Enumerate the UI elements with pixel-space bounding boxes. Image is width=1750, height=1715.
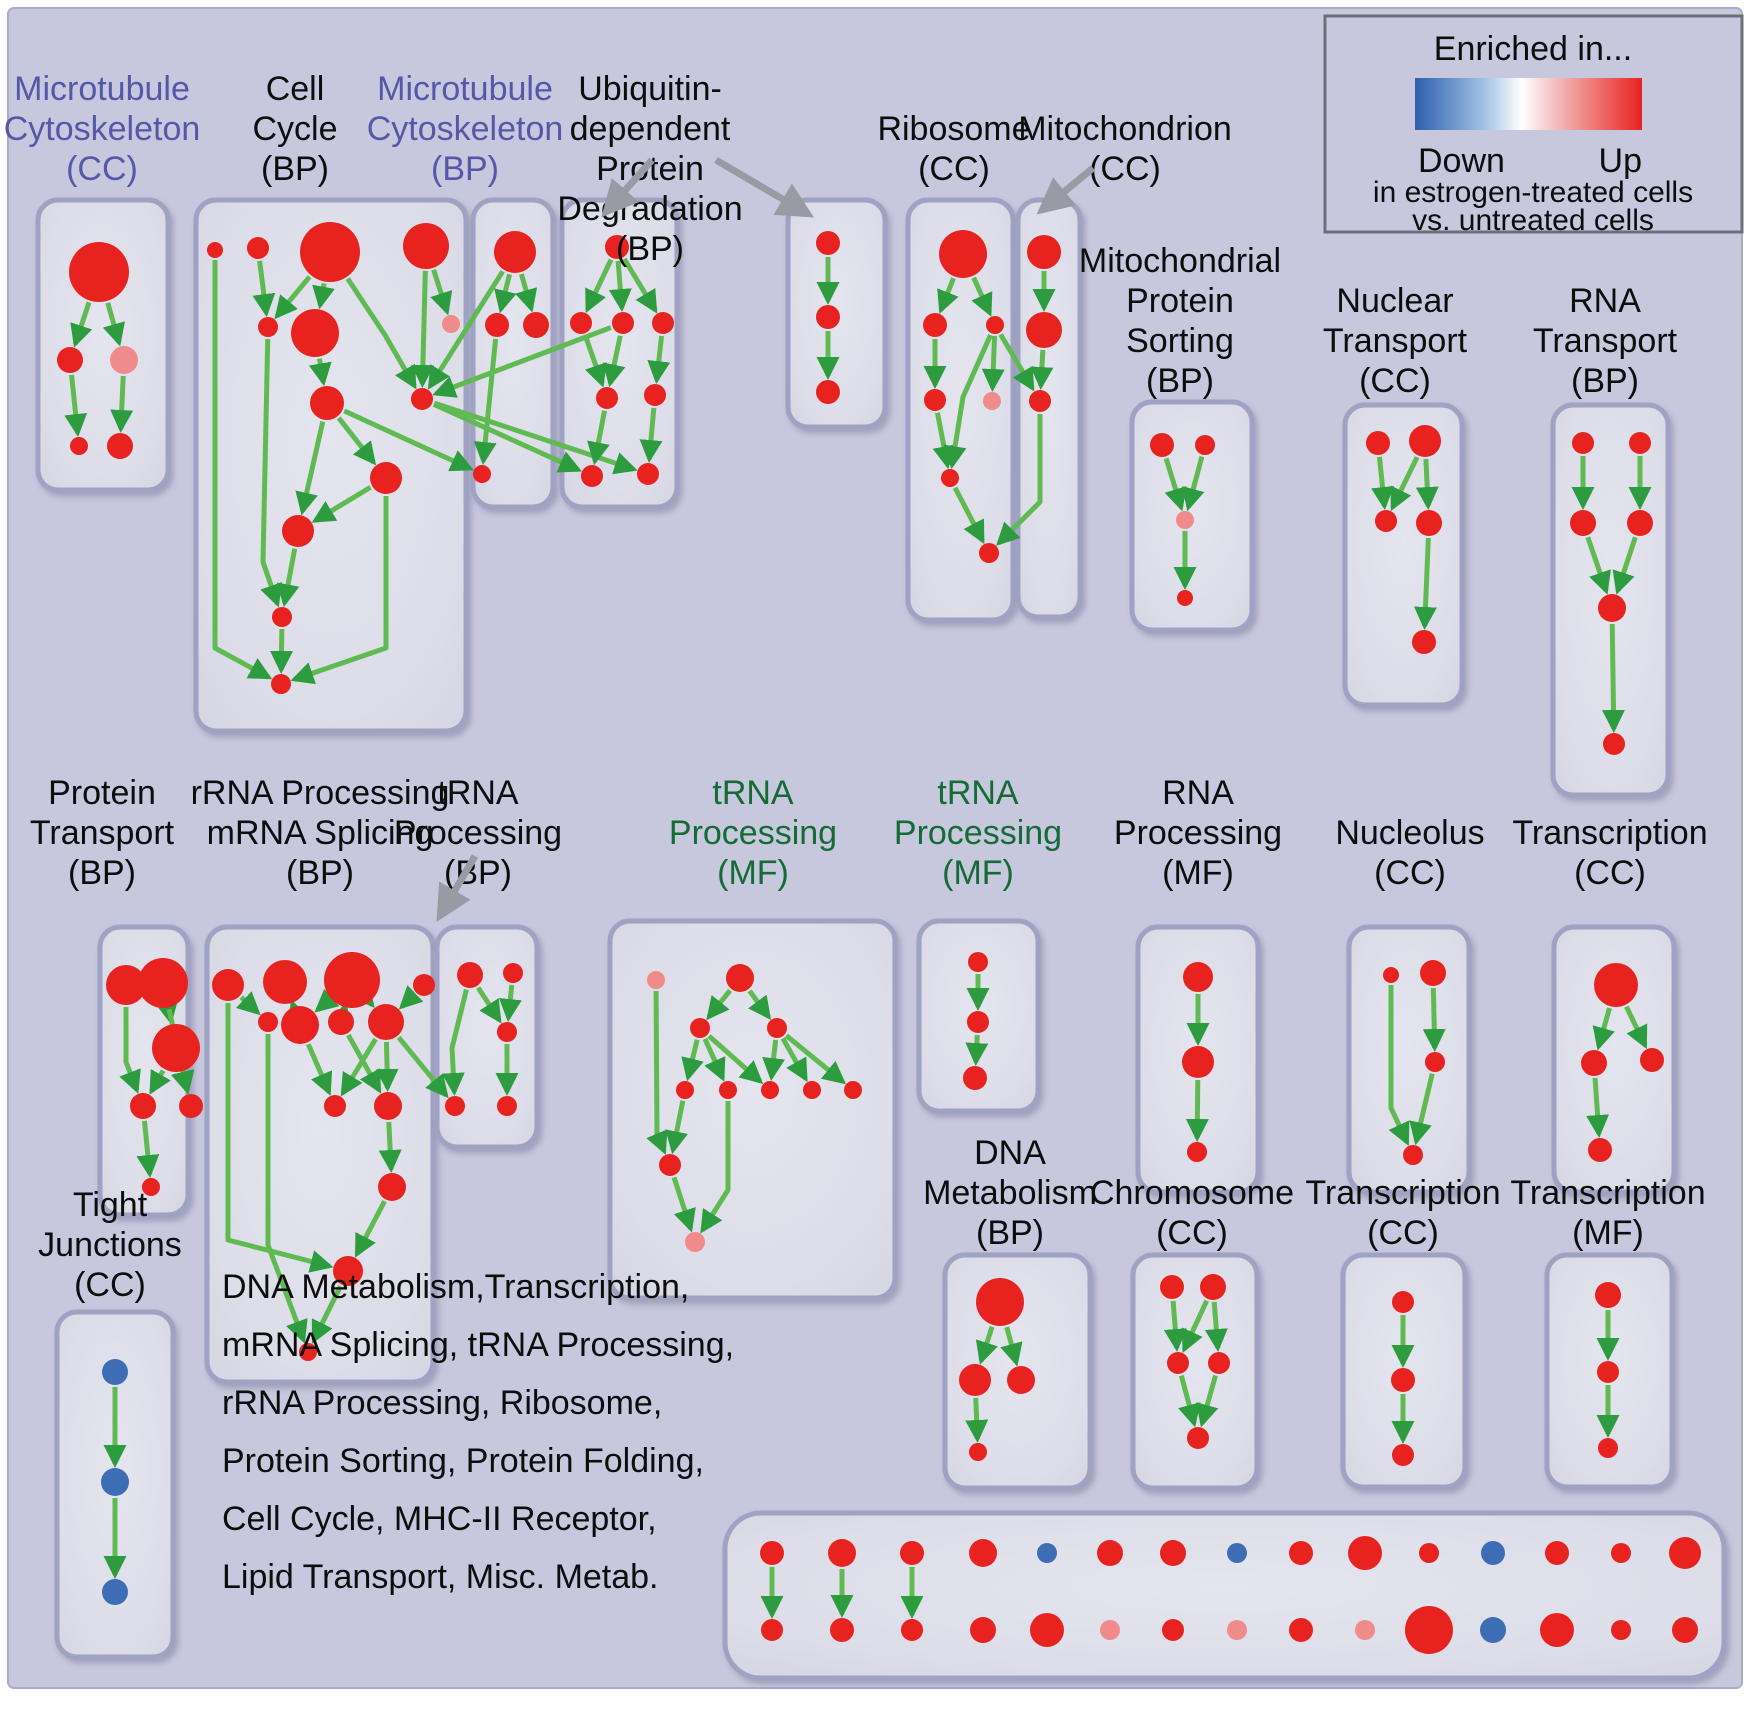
go-hierarchy-edge xyxy=(1612,624,1614,729)
go-term-node-up xyxy=(1405,1606,1453,1654)
go-term-node-up xyxy=(581,465,603,487)
category-label: Chromosome (CC) xyxy=(1089,1174,1295,1252)
go-hierarchy-edge xyxy=(121,376,123,429)
go-term-node-up xyxy=(969,1443,987,1461)
go-term-node-up xyxy=(967,1011,989,1033)
go-term-node-up xyxy=(281,1006,319,1044)
go-term-node-up xyxy=(1598,594,1626,622)
category-label: Ubiquitin-dependent Protein Degradation (BP) xyxy=(557,70,743,268)
go-term-node-up xyxy=(1162,1619,1184,1641)
go-term-node-up xyxy=(1570,510,1596,536)
category-label: Microtubule Cytoskeleton (CC) xyxy=(3,70,201,188)
legend-up-label: Up xyxy=(1598,142,1642,180)
category-box-chromosome-cc xyxy=(1133,1255,1257,1488)
go-hierarchy-edge xyxy=(386,1042,387,1088)
note-line-4: Protein Sorting, Protein Folding, xyxy=(222,1442,704,1480)
go-term-node-up xyxy=(291,309,339,357)
go-hierarchy-edge xyxy=(1197,1080,1198,1138)
go-term-node-up xyxy=(1425,1052,1445,1072)
go-term-node-down xyxy=(1037,1543,1057,1563)
go-hierarchy-edge xyxy=(1433,988,1434,1048)
go-term-node-slightly-up xyxy=(983,392,1001,410)
go-term-node-up xyxy=(690,1018,710,1038)
category-label: Tight Junctions (CC) xyxy=(38,1186,182,1304)
go-term-node-up xyxy=(1348,1536,1382,1570)
go-term-node-up xyxy=(258,317,278,337)
go-term-node-up xyxy=(1627,510,1653,536)
go-term-node-up xyxy=(370,462,402,494)
legend-subtitle-2: vs. untreated cells xyxy=(1412,204,1654,237)
go-term-node-up xyxy=(1289,1541,1313,1565)
go-hierarchy-edge xyxy=(508,985,511,1018)
go-term-node-up xyxy=(1391,1368,1415,1392)
go-term-node-up xyxy=(676,1081,694,1099)
go-term-node-up xyxy=(900,1541,924,1565)
go-term-node-up xyxy=(212,969,244,1001)
go-term-node-up xyxy=(816,380,840,404)
go-term-node-up xyxy=(1603,733,1625,755)
category-label: Ribosome (CC) xyxy=(877,110,1031,188)
go-term-node-up xyxy=(130,1093,156,1119)
go-hierarchy-edge xyxy=(1426,459,1428,506)
go-term-node-up xyxy=(1007,1366,1035,1394)
go-term-node-up xyxy=(1289,1618,1313,1642)
legend-gradient-bar xyxy=(1415,78,1642,130)
go-term-node-up xyxy=(963,1066,987,1090)
go-term-node-up xyxy=(828,1539,856,1567)
go-term-node-up xyxy=(1595,1282,1621,1308)
go-term-node-up xyxy=(300,222,360,282)
go-term-node-up xyxy=(1167,1352,1189,1374)
go-term-node-up xyxy=(445,1096,465,1116)
go-term-node-up xyxy=(310,386,344,420)
category-label: tRNA Processing (BP) xyxy=(393,774,563,892)
go-term-node-up xyxy=(1629,432,1651,454)
go-term-node-up xyxy=(282,515,314,547)
go-term-node-up xyxy=(1097,1540,1123,1566)
go-term-node-up xyxy=(924,389,946,411)
go-term-node-up xyxy=(1412,630,1436,654)
note-line-6: Lipid Transport, Misc. Metab. xyxy=(222,1558,659,1596)
go-term-node-up xyxy=(570,312,592,334)
go-term-node-up xyxy=(411,388,433,410)
go-term-node-up xyxy=(503,963,523,983)
go-term-node-up xyxy=(1187,1142,1207,1162)
go-term-node-up xyxy=(1597,1361,1619,1383)
go-term-node-up xyxy=(485,313,509,337)
color-legend xyxy=(1325,16,1742,237)
go-term-node-up xyxy=(207,242,223,258)
go-term-node-up xyxy=(1187,1427,1209,1449)
category-label: Nuclear Transport (CC) xyxy=(1322,282,1468,400)
go-term-node-slightly-up xyxy=(1176,511,1194,529)
go-term-node-up xyxy=(1366,431,1390,455)
go-term-node-up xyxy=(1383,967,1399,983)
go-term-node-up xyxy=(494,231,536,273)
go-term-node-up xyxy=(271,674,291,694)
go-term-node-down xyxy=(101,1468,129,1496)
category-label: Transcription (MF) xyxy=(1510,1174,1706,1252)
go-term-node-up xyxy=(761,1081,779,1099)
go-term-node-up xyxy=(1669,1537,1701,1569)
go-hierarchy-edge xyxy=(993,336,995,388)
category-label: Transcription (CC) xyxy=(1305,1174,1501,1252)
go-hierarchy-edge xyxy=(976,1398,978,1439)
go-term-node-up xyxy=(637,463,659,485)
go-term-node-up xyxy=(1403,1145,1423,1165)
go-term-node-up xyxy=(1640,1048,1664,1072)
go-term-node-up xyxy=(1183,962,1213,992)
go-term-node-up xyxy=(1392,1291,1414,1313)
category-label: Cell Cycle (BP) xyxy=(252,70,338,188)
go-term-node-up xyxy=(901,1619,923,1641)
go-term-node-up xyxy=(596,387,618,409)
go-term-node-up xyxy=(138,958,188,1008)
category-label: tRNA Processing (MF) xyxy=(668,774,838,892)
go-term-node-up xyxy=(970,1617,996,1643)
go-hierarchy-edge xyxy=(1041,350,1043,386)
go-term-node-up xyxy=(816,305,840,329)
go-term-node-up xyxy=(403,223,449,269)
legend-down-label: Down xyxy=(1418,142,1505,180)
go-term-node-up xyxy=(1200,1274,1226,1300)
go-term-node-up xyxy=(57,347,83,373)
go-term-node-up xyxy=(1409,425,1441,457)
go-term-node-up xyxy=(473,465,491,483)
category-label: RNA Transport (BP) xyxy=(1532,282,1678,400)
go-term-node-up xyxy=(1182,1046,1214,1078)
go-term-node-up xyxy=(1195,435,1215,455)
go-term-node-slightly-up xyxy=(647,971,665,989)
go-term-node-up xyxy=(1160,1540,1186,1566)
go-term-node-up xyxy=(1572,432,1594,454)
go-term-node-up xyxy=(1540,1613,1574,1647)
go-term-node-down xyxy=(102,1359,128,1385)
go-term-node-up xyxy=(523,312,549,338)
go-term-node-up xyxy=(258,1012,278,1032)
go-term-node-up xyxy=(1598,1438,1618,1458)
go-term-node-up xyxy=(1030,1613,1064,1647)
category-label: rRNA Processing mRNA Splicing (BP) xyxy=(190,774,450,892)
go-term-node-up xyxy=(644,384,666,406)
go-term-node-up xyxy=(1581,1050,1607,1076)
go-term-node-up xyxy=(760,1541,784,1565)
go-term-node-slightly-up xyxy=(442,315,460,333)
category-label: Microtubule Cytoskeleton (BP) xyxy=(366,70,564,188)
go-term-node-slightly-up xyxy=(1355,1620,1375,1640)
category-label: DNA Metabolism (BP) xyxy=(923,1134,1097,1252)
category-label: Mitochondrion (CC) xyxy=(1018,110,1232,188)
go-term-node-up xyxy=(726,964,754,992)
go-term-node-up xyxy=(1611,1543,1631,1563)
go-term-node-up xyxy=(803,1081,821,1099)
category-box-nuclear-transport-cc xyxy=(1345,405,1462,705)
go-term-node-up xyxy=(1392,1444,1414,1466)
note-line-1: DNA Metabolism,Transcription, xyxy=(222,1268,690,1306)
go-term-node-up xyxy=(1416,510,1442,536)
note-line-3: rRNA Processing, Ribosome, xyxy=(222,1384,663,1422)
go-term-node-slightly-up xyxy=(1227,1620,1247,1640)
go-term-node-down xyxy=(1480,1617,1506,1643)
go-hierarchy-edge xyxy=(422,271,425,384)
go-term-node-up xyxy=(986,316,1004,334)
go-term-node-up xyxy=(761,1619,783,1641)
category-label: RNA Processing (MF) xyxy=(1113,774,1283,892)
note-line-5: Cell Cycle, MHC-II Receptor, xyxy=(222,1500,657,1538)
go-hierarchy-edge xyxy=(976,1035,977,1062)
go-term-node-up xyxy=(70,437,88,455)
category-box-mixed-categories xyxy=(725,1513,1724,1678)
go-term-node-up xyxy=(368,1004,404,1040)
go-term-node-up xyxy=(497,1096,517,1116)
go-term-node-up xyxy=(939,230,987,278)
go-term-node-slightly-up xyxy=(1100,1620,1120,1640)
go-term-node-up xyxy=(1375,510,1397,532)
go-term-node-up xyxy=(1545,1541,1569,1565)
go-term-node-up xyxy=(247,237,269,259)
go-term-node-up xyxy=(457,962,483,988)
go-term-node-up xyxy=(1588,1138,1612,1162)
go-term-node-up xyxy=(1027,235,1061,269)
go-term-node-up xyxy=(1611,1620,1631,1640)
go-term-node-down xyxy=(102,1579,128,1605)
go-term-node-up xyxy=(979,543,999,563)
go-term-node-down xyxy=(1481,1541,1505,1565)
note-line-2: mRNA Splicing, tRNA Processing, xyxy=(222,1326,735,1364)
go-term-node-up xyxy=(1420,960,1446,986)
go-term-node-up xyxy=(1177,590,1193,606)
go-term-node-up xyxy=(659,1154,681,1176)
go-term-node-up xyxy=(263,960,307,1004)
go-term-node-up xyxy=(378,1173,406,1201)
go-hierarchy-edge xyxy=(389,1122,391,1169)
go-term-node-up xyxy=(1160,1275,1184,1299)
go-hierarchy-edge xyxy=(281,629,282,670)
go-term-node-up xyxy=(1150,433,1174,457)
go-term-node-up xyxy=(719,1081,737,1099)
go-term-node-up xyxy=(1594,963,1638,1007)
go-term-node-up xyxy=(767,1018,787,1038)
legend-title: Enriched in... xyxy=(1433,30,1633,68)
go-term-node-up xyxy=(179,1094,203,1118)
go-term-node-up xyxy=(652,312,674,334)
go-term-node-down xyxy=(1227,1543,1247,1563)
go-term-node-up xyxy=(69,242,129,302)
legend-subtitle-1: in estrogen-treated cells xyxy=(1372,176,1694,209)
go-term-node-up xyxy=(969,1539,997,1567)
go-term-node-up xyxy=(968,952,988,972)
category-label: Transcription (CC) xyxy=(1512,814,1708,892)
category-label: tRNA Processing (MF) xyxy=(893,774,1063,892)
go-term-node-up xyxy=(413,974,435,996)
go-term-node-slightly-up xyxy=(110,346,138,374)
go-term-node-up xyxy=(844,1081,862,1099)
category-label: Mitochondrial Protein Sorting (BP) xyxy=(1078,242,1282,400)
go-term-node-up xyxy=(1208,1352,1230,1374)
category-box-rrna-processing-mrna-splicing-bp xyxy=(207,927,433,1382)
go-term-node-up xyxy=(272,607,292,627)
go-term-node-up xyxy=(976,1278,1024,1326)
go-term-node-up xyxy=(374,1092,402,1120)
go-term-node-up xyxy=(941,469,959,487)
go-term-node-up xyxy=(816,231,840,255)
go-term-node-up xyxy=(612,312,634,334)
go-term-node-up xyxy=(328,1009,354,1035)
go-term-node-up xyxy=(152,1024,200,1072)
go-term-node-up xyxy=(497,1022,517,1042)
go-term-node-slightly-up xyxy=(685,1232,705,1252)
go-term-node-up xyxy=(324,952,380,1008)
go-term-node-up xyxy=(959,1364,991,1396)
go-term-node-up xyxy=(1029,390,1051,412)
go-term-node-up xyxy=(923,313,947,337)
category-label: Nucleolus (CC) xyxy=(1335,814,1485,892)
go-term-node-up xyxy=(1672,1617,1698,1643)
go-term-node-up xyxy=(1419,1543,1439,1563)
go-term-node-up xyxy=(830,1618,854,1642)
go-term-node-up xyxy=(1026,312,1062,348)
go-term-node-up xyxy=(324,1095,346,1117)
go-hierarchy-edge xyxy=(371,1003,372,1005)
category-label: Protein Transport (BP) xyxy=(29,774,175,892)
go-term-node-up xyxy=(107,433,133,459)
